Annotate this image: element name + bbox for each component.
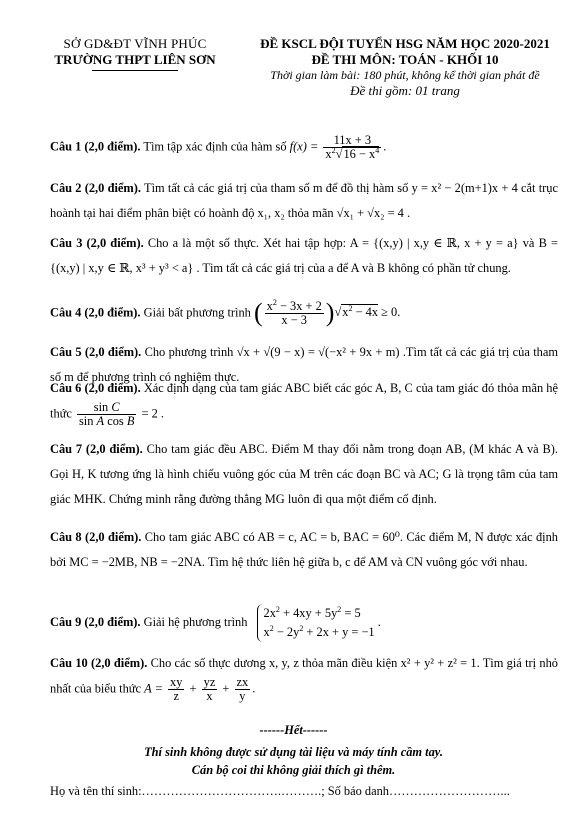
formula: ( $\frac{x^2 - 3x + 2}{x - 3}$ )$√x^2 - 4x \ge 0$. xyxy=(253,297,401,328)
question-text: Cho tam giác đều ABC. Điểm M thay đổi nằm trong đoạn AB, (M khác A và B). Gọi H, K tương ứng là hình chiếu vuông góc của M trên các đoạn BC và AC; G là trọng tâm của tam giác MHK. Chứng minh rằng đường thẳng MG luôn đi qua một điểm cố định. xyxy=(50,442,558,506)
question-text: Cho a là một số thực. Xét hai tập hợp: A = {(x,y) | x,y ∈ ℝ, x + y = a} và B = {(x,y) | x,y ∈ ℝ, x³ + y³ < a} . Tìm tất cả các giá trị của a để A và B không có phần tử chung. xyxy=(50,236,558,275)
equation-system: $2x^2 + 4xy + 5y^2 = 5$ $x^2 - 2y^2 + 2x + y = -1$ xyxy=(257,604,375,642)
question-label: Câu 7 (2,0 điểm). xyxy=(50,442,143,456)
question-text: Giải hệ phương trình xyxy=(143,614,248,629)
footer-note-1: Thí sinh không được sử dụng tài liệu và máy tính cầm tay. xyxy=(144,745,443,759)
formula-fraction: $\frac{\text{sin C}}{\text{sin A cos B}}$ xyxy=(78,400,135,428)
header-left xyxy=(40,36,230,71)
question-label: Câu 6 (2,0 điểm). xyxy=(50,381,141,395)
pages-note: Đề thi gồm: 01 trang xyxy=(350,83,460,98)
question-label: Câu 10 (2,0 điểm). xyxy=(50,656,148,670)
exam-title: ĐỀ KSCL ĐỘI TUYỂN HSG NĂM HỌC 2020-2021 xyxy=(260,36,550,51)
question-9: Câu 9 (2,0 điểm). Giải hệ phương trình $2x^2 + 4xy + 5y^2 = 5$ $x^2 - 2y^2 + 2x + y = -1$ . xyxy=(50,604,558,642)
fraction-xy-z: $\frac{xy}{z}$ xyxy=(170,675,183,703)
question-label: Câu 9 (2,0 điểm). xyxy=(50,614,141,629)
question-1: Câu 1 (2,0 điểm). Tìm tập xác định của hàm số f(x) = $\frac{11x + 3}{x^2√16 - x^4}$ . xyxy=(50,133,387,161)
question-text: Tìm tất cả các giá trị của tham số m để đồ thị hàm số y = x² − 2(m+1)x + 4 cắt trục hoành tại hai điểm phân biệt có hoành độ x₁, x₂ thỏa mãn √x₁ + √x₂ = 4 . xyxy=(50,181,558,220)
question-4 xyxy=(50,297,558,328)
question-text: Tìm tập xác định của hàm số xyxy=(143,139,287,154)
question-2 xyxy=(50,176,558,226)
question-label: Câu 8 (2,0 điểm). xyxy=(50,530,142,544)
question-text: Xác định dạng của tam giác ABC biết các góc A, B, C của tam giác đó thỏa mãn hệ thức xyxy=(50,381,558,421)
footer-note-2: Cán bộ coi thi không giải thích gì thêm. xyxy=(191,763,396,777)
question-text: Cho phương trình √x + √(9 − x) = √(−x² + 9x + m) .Tìm tất cả các giá trị của tham số m để phương trình có nghiệm thực. xyxy=(50,345,558,384)
question-10: Câu 10 (2,0 điểm). Cho các số thực dương x, y, z thỏa mãn điều kiện x² + y² + z² = 1. Tìm giá trị nhỏ nhất của biểu thức A = $\frac{xy}{z}$ + $\frac{yz}{x}$ + $\frac{zx}{y}$ . xyxy=(50,656,558,703)
formula: f(x) = xyxy=(289,139,319,154)
question-label: Câu 5 (2,0 điểm). xyxy=(50,345,142,359)
question-7 xyxy=(50,437,558,512)
header-right xyxy=(236,36,574,99)
formula-fraction: $\frac{11x + 3}{x^2√16 - x^4}$ xyxy=(325,133,380,161)
question-label: Câu 2 (2,0 điểm). xyxy=(50,181,141,195)
question-3 xyxy=(50,231,558,281)
time-note: Thời gian làm bài: 180 phút, không kể thời gian phát đề xyxy=(270,68,540,82)
question-8 xyxy=(50,525,558,575)
question-text: Cho tam giác ABC có AB = c, AC = b, BAC = 60⁰. Các điểm M, N được xác định bởi MC = −2MB, NB = −2NA. Tìm hệ thức liên hệ giữa b, c để AM và CN vuông góc với nhau. xyxy=(50,530,558,569)
formula: A = xyxy=(144,681,163,696)
header-rule xyxy=(92,70,178,71)
candidate-info-line: Họ và tên thí sinh:…………………………….……….; Số báo danh………………………... xyxy=(50,784,510,798)
department-name: SỞ GD&ĐT VĨNH PHÚC xyxy=(63,36,207,51)
question-label: Câu 3 (2,0 điểm). xyxy=(50,236,144,250)
question-6: Câu 6 (2,0 điểm). Xác định dạng của tam giác ABC biết các góc A, B, C của tam giác đó thỏa mãn hệ thức $\frac{\text{sin C}}{\text{sin A cos B}}$ = 2 . xyxy=(50,381,558,428)
school-name: TRƯỜNG THPT LIÊN SƠN xyxy=(54,52,216,67)
question-text: Giải bất phương trình xyxy=(143,305,251,320)
fraction-yz-x: $\frac{yz}{x}$ xyxy=(203,675,216,703)
fraction-zx-y: $\frac{zx}{y}$ xyxy=(236,675,249,703)
exam-subject: ĐỀ THI MÔN: TOÁN - KHỐI 10 xyxy=(311,52,499,67)
question-label: Câu 1 (2,0 điểm). xyxy=(50,139,141,154)
end-marker: ------Hết------ xyxy=(259,723,328,737)
question-text: Cho các số thực dương x, y, z thỏa mãn điều kiện x² + y² + z² = 1. Tìm giá trị nhỏ nhất của biểu thức xyxy=(50,656,558,696)
question-label: Câu 4 (2,0 điểm). xyxy=(50,305,141,320)
